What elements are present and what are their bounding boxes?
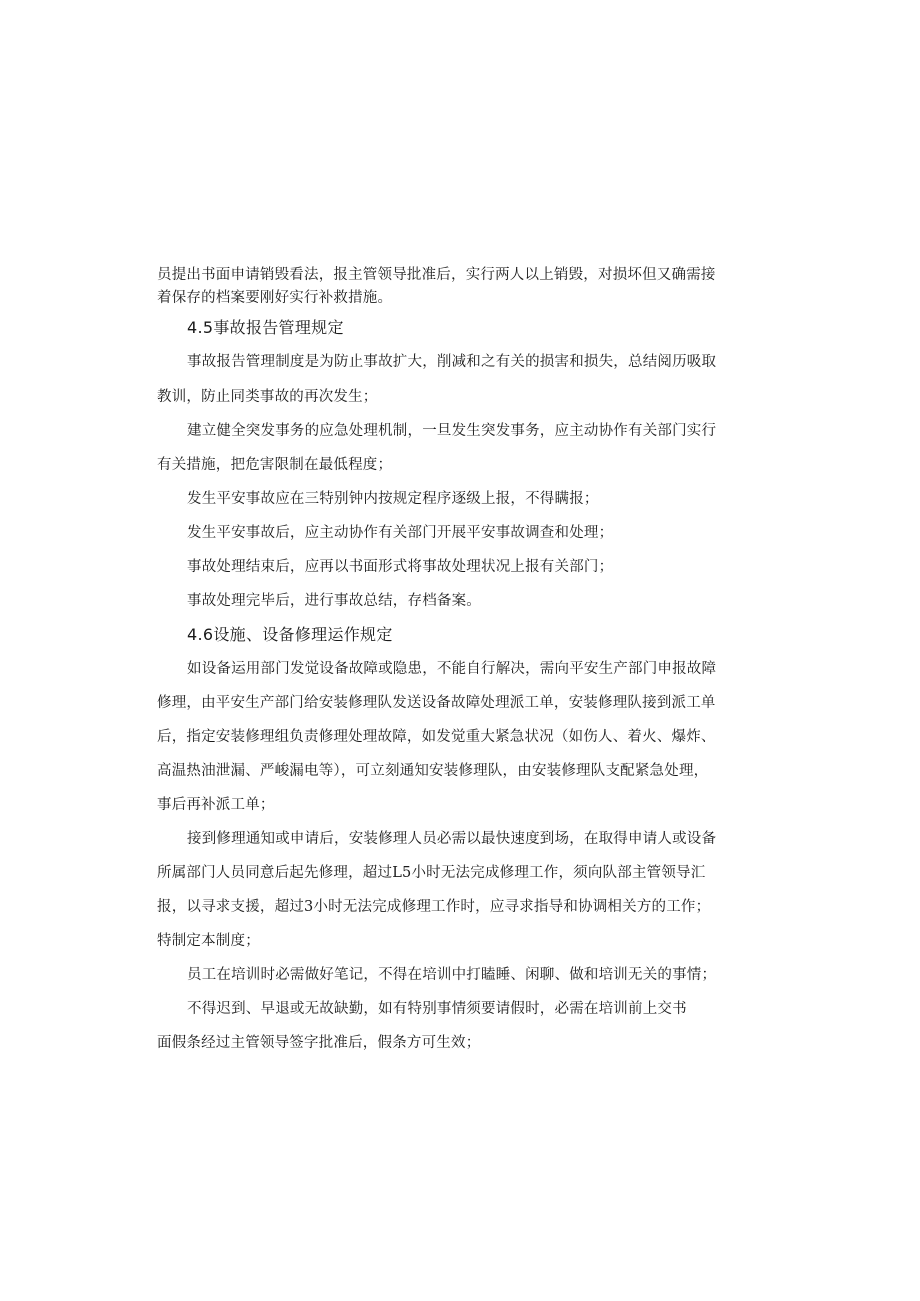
paragraph-line: 事故报告管理制度是为防止事故扩大，削减和之有关的损害和损失，总结阅历吸取 xyxy=(187,354,717,370)
paragraph-line: 发生平安事故后，应主动协作有关部门开展平安事故调查和处理； xyxy=(187,525,614,541)
paragraph-line: 报，以寻求支援，超过3小时无法完成修理工作时，应寻求指导和协调相关方的工作； xyxy=(157,899,711,915)
paragraph-line: 不得迟到、早退或无故缺勤，如有特别事情须要请假时，必需在培训前上交书 xyxy=(187,1001,687,1017)
paragraph-line: 事故处理结束后，应再以书面形式将事故处理状况上报有关部门； xyxy=(187,559,614,575)
paragraph-line: 特制定本制度； xyxy=(157,933,260,949)
paragraph-line: 建立健全突发事务的应急处理机制，一旦发生突发事务，应主动协作有关部门实行 xyxy=(187,423,717,439)
paragraph-line: 事故处理完毕后，进行事故总结，存档备案。 xyxy=(187,593,481,609)
paragraph-line: 修理，由平安生产部门给安装修理队发送设备故障处理派工单，安装修理队接到派工单 xyxy=(157,695,716,711)
paragraph-line: 教训，防止同类事故的再次发生； xyxy=(157,389,378,405)
paragraph-line: 后，指定安装修理组负责修理处理故障，如发觉重大紧急状况（如伤人、着火、爆炸、 xyxy=(157,729,716,745)
paragraph-line: 员工在培训时必需做好笔记，不得在培训中打瞌睡、闲聊、做和培训无关的事情； xyxy=(187,967,717,983)
paragraph-line: 接到修理通知或申请后，安装修理人员必需以最快速度到场，在取得申请人或设备 xyxy=(187,831,717,847)
section-heading-4-5: 4.5事故报告管理规定 xyxy=(187,318,344,337)
paragraph-line: 发生平安事故应在三特别钟内按规定程序逐级上报，不得瞒报； xyxy=(187,491,599,507)
intro-line-2: 着保存的档案要刚好实行补救措施。 xyxy=(157,290,393,306)
section-heading-4-6: 4.6设施、设备修理运作规定 xyxy=(187,625,393,644)
intro-line-1: 员提出书面申请销毁看法，报主管领导批准后，实行两人以上销毁，对损坏但又确需接 xyxy=(157,267,716,283)
paragraph-line: 高温热油泄漏、严峻漏电等），可立刻通知安装修理队，由安装修理队支配紧急处理， xyxy=(157,763,709,779)
paragraph-line: 有关措施，把危害限制在最低程度； xyxy=(157,457,393,473)
paragraph-line: 所属部门人员同意后起先修理，超过L5小时无法完成修理工作，须向队部主管领导汇 xyxy=(157,865,706,881)
paragraph-line: 面假条经过主管领导签字批准后，假条方可生效； xyxy=(157,1035,481,1051)
paragraph-line: 事后再补派工单； xyxy=(157,797,275,813)
paragraph-line: 如设备运用部门发觉设备故障或隐患，不能自行解决，需向平安生产部门申报故障 xyxy=(187,661,717,677)
